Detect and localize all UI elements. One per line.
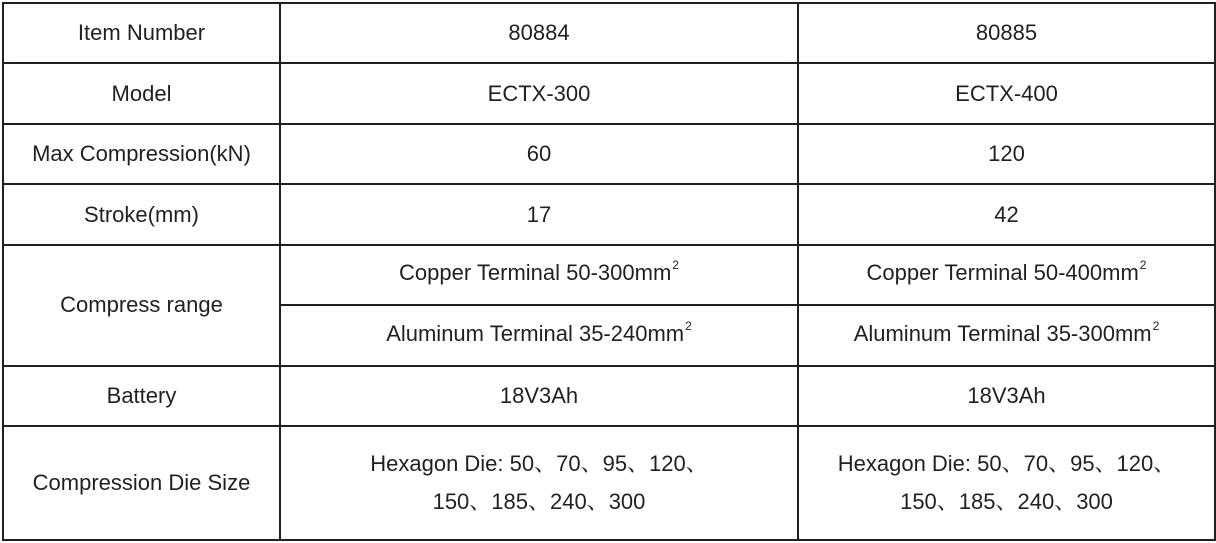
cell-value: 60 xyxy=(280,124,798,184)
table-row-item-number xyxy=(3,3,1215,63)
cell-value xyxy=(798,426,1215,540)
die-size-line: 150、185、240、300 xyxy=(432,489,646,515)
row-label: Item Number xyxy=(3,3,280,63)
cell-value xyxy=(798,305,1215,365)
aluminum-terminal-text: Aluminum Terminal 35-240mm xyxy=(386,320,685,346)
unit-superscript: 2 xyxy=(672,258,679,273)
cell-value xyxy=(280,426,798,540)
unit-superscript: 2 xyxy=(1139,258,1147,273)
cell-value: 80884 xyxy=(280,3,798,63)
row-label: Compress range xyxy=(3,245,280,366)
cell-value: 18V3Ah xyxy=(798,366,1215,426)
table-row-model xyxy=(3,63,1215,123)
copper-terminal-text: Copper Terminal 50-400mm xyxy=(866,260,1139,286)
table-row-die-size xyxy=(3,426,1215,540)
cell-value xyxy=(280,245,798,305)
unit-superscript: 2 xyxy=(1152,318,1160,333)
row-label: Stroke(mm) xyxy=(3,184,280,244)
row-label: Battery xyxy=(3,366,280,426)
cell-value xyxy=(798,245,1215,305)
specification-table xyxy=(2,2,1216,541)
table-row-stroke xyxy=(3,184,1215,244)
table-row-compress-range-copper xyxy=(3,245,1215,305)
cell-value: 17 xyxy=(280,184,798,244)
row-label: Max Compression(kN) xyxy=(3,124,280,184)
copper-terminal-text: Copper Terminal 50-300mm xyxy=(399,260,672,286)
cell-value: 18V3Ah xyxy=(280,366,798,426)
cell-value: 80885 xyxy=(798,3,1215,63)
cell-value: ECTX-300 xyxy=(280,63,798,123)
cell-value xyxy=(280,305,798,365)
die-size-line: Hexagon Die: 50、70、95、120、 xyxy=(837,451,1176,477)
table-row-max-compression xyxy=(3,124,1215,184)
aluminum-terminal-text: Aluminum Terminal 35-300mm xyxy=(853,320,1152,346)
row-label: Model xyxy=(3,63,280,123)
cell-value: ECTX-400 xyxy=(798,63,1215,123)
row-label: Compression Die Size xyxy=(3,426,280,540)
unit-superscript: 2 xyxy=(685,318,692,333)
table-row-battery xyxy=(3,366,1215,426)
die-size-line: 150、185、240、300 xyxy=(900,489,1113,515)
die-size-line: Hexagon Die: 50、70、95、120、 xyxy=(370,451,708,477)
cell-value: 120 xyxy=(798,124,1215,184)
cell-value: 42 xyxy=(798,184,1215,244)
